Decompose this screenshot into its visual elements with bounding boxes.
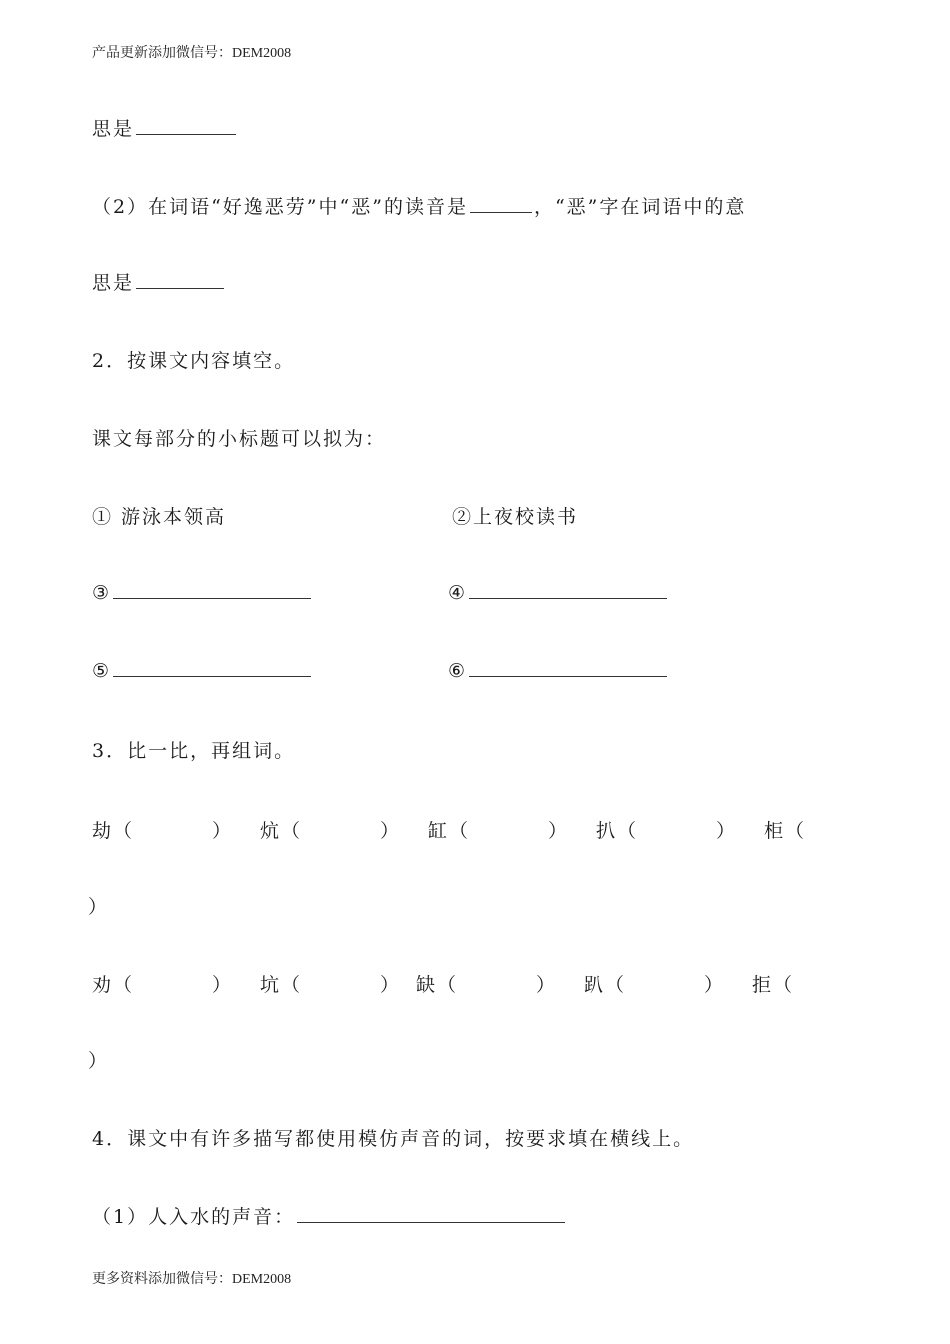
- q2-item-6-label: ⑥: [448, 660, 468, 682]
- q3-row2-char-1: 劝（: [92, 974, 135, 996]
- q2-item-3: [92, 580, 313, 604]
- q3-row1-char-5: 柜（: [764, 820, 807, 842]
- q3-row2-close-5: ）: [88, 1050, 110, 1072]
- q2-item-4-label: ④: [448, 582, 468, 604]
- q3-row2-item-2[interactable]: [260, 970, 302, 997]
- q2-item-3-label: ③: [92, 582, 112, 604]
- q3-row2-close-2: ）: [380, 974, 402, 996]
- q2-item-4-blank[interactable]: [469, 580, 667, 599]
- page-footer: 更多资料添加微信号：DEM2008: [92, 1272, 292, 1287]
- q4-sub-1: [92, 1202, 567, 1229]
- q3-row2-char-3: 缺（: [416, 974, 459, 996]
- q3-row2-char-2: 坑（: [260, 974, 303, 996]
- q3-row1-item-1[interactable]: [92, 816, 134, 843]
- q3-row1-close-3: ）: [548, 820, 570, 842]
- q3-row2-item-4[interactable]: [584, 970, 626, 997]
- q3-row1-close-5: ）: [88, 896, 110, 918]
- q2-item-2: ②上夜校读书: [452, 506, 579, 528]
- q4-sub-1-text: （1）人入水的声音：: [92, 1206, 296, 1228]
- q3-row1-char-4: 扒（: [596, 820, 639, 842]
- q2-title: 2．按课文内容填空。: [92, 350, 296, 372]
- q3-row1-item-4[interactable]: [596, 816, 638, 843]
- q3-row2-close-1: ）: [212, 974, 234, 996]
- q3-row1-item-2[interactable]: [260, 816, 302, 843]
- q3-row2-char-4: 趴（: [584, 974, 627, 996]
- q1-part2-text-b: ，“恶”字在词语中的意: [533, 196, 747, 218]
- q3-row1-close-4: ）: [716, 820, 738, 842]
- q2-intro: 课文每部分的小标题可以拟为：: [92, 428, 387, 450]
- q4-title: 4．课文中有许多描写都使用模仿声音的词，按要求填在横线上。: [92, 1128, 695, 1150]
- q1-line1: [92, 114, 238, 141]
- q3-row1-item-5[interactable]: [764, 816, 806, 843]
- q3-row2-close-3: ）: [536, 974, 558, 996]
- q2-item-3-blank[interactable]: [113, 580, 311, 599]
- q1-part2-text-a: （2）在词语“好逸恶劳”中“恶”的读音是: [92, 196, 468, 218]
- q3-row2-item-5[interactable]: [752, 970, 794, 997]
- q2-item-4: [448, 580, 669, 604]
- q3-row1-item-3[interactable]: [428, 816, 470, 843]
- q3-row2-char-5: 拒（: [752, 974, 795, 996]
- q1-meaning-blank-2[interactable]: [136, 270, 224, 289]
- q3-row1-close-1: ）: [212, 820, 234, 842]
- q2-item-6: [448, 658, 669, 682]
- q2-item-1: ① 游泳本领高: [92, 506, 227, 528]
- q2-item-6-blank[interactable]: [469, 658, 667, 677]
- q1-line1-text: 思是: [92, 118, 135, 140]
- q4-sub-1-blank[interactable]: [297, 1204, 565, 1223]
- q3-row2-item-1[interactable]: [92, 970, 134, 997]
- q2-item-5-label: ⑤: [92, 660, 112, 682]
- q3-row1-char-2: 炕（: [260, 820, 303, 842]
- q1-line3-text: 思是: [92, 272, 135, 294]
- q1-part2: [92, 192, 746, 219]
- q2-item-5-blank[interactable]: [113, 658, 311, 677]
- q3-row1-char-1: 劫（: [92, 820, 135, 842]
- q1-line3: [92, 268, 226, 295]
- q3-row2-close-4: ）: [704, 974, 726, 996]
- q2-item-5: [92, 658, 313, 682]
- q3-row1-close-2: ）: [380, 820, 402, 842]
- q3-title: 3．比一比，再组词。: [92, 740, 296, 762]
- q1-meaning-blank-1[interactable]: [136, 116, 236, 135]
- q3-row2-item-3[interactable]: [416, 970, 458, 997]
- page-header: 产品更新添加微信号：DEM2008: [92, 46, 292, 61]
- q3-row1-char-3: 缸（: [428, 820, 471, 842]
- q1-pronunciation-blank[interactable]: [470, 194, 532, 213]
